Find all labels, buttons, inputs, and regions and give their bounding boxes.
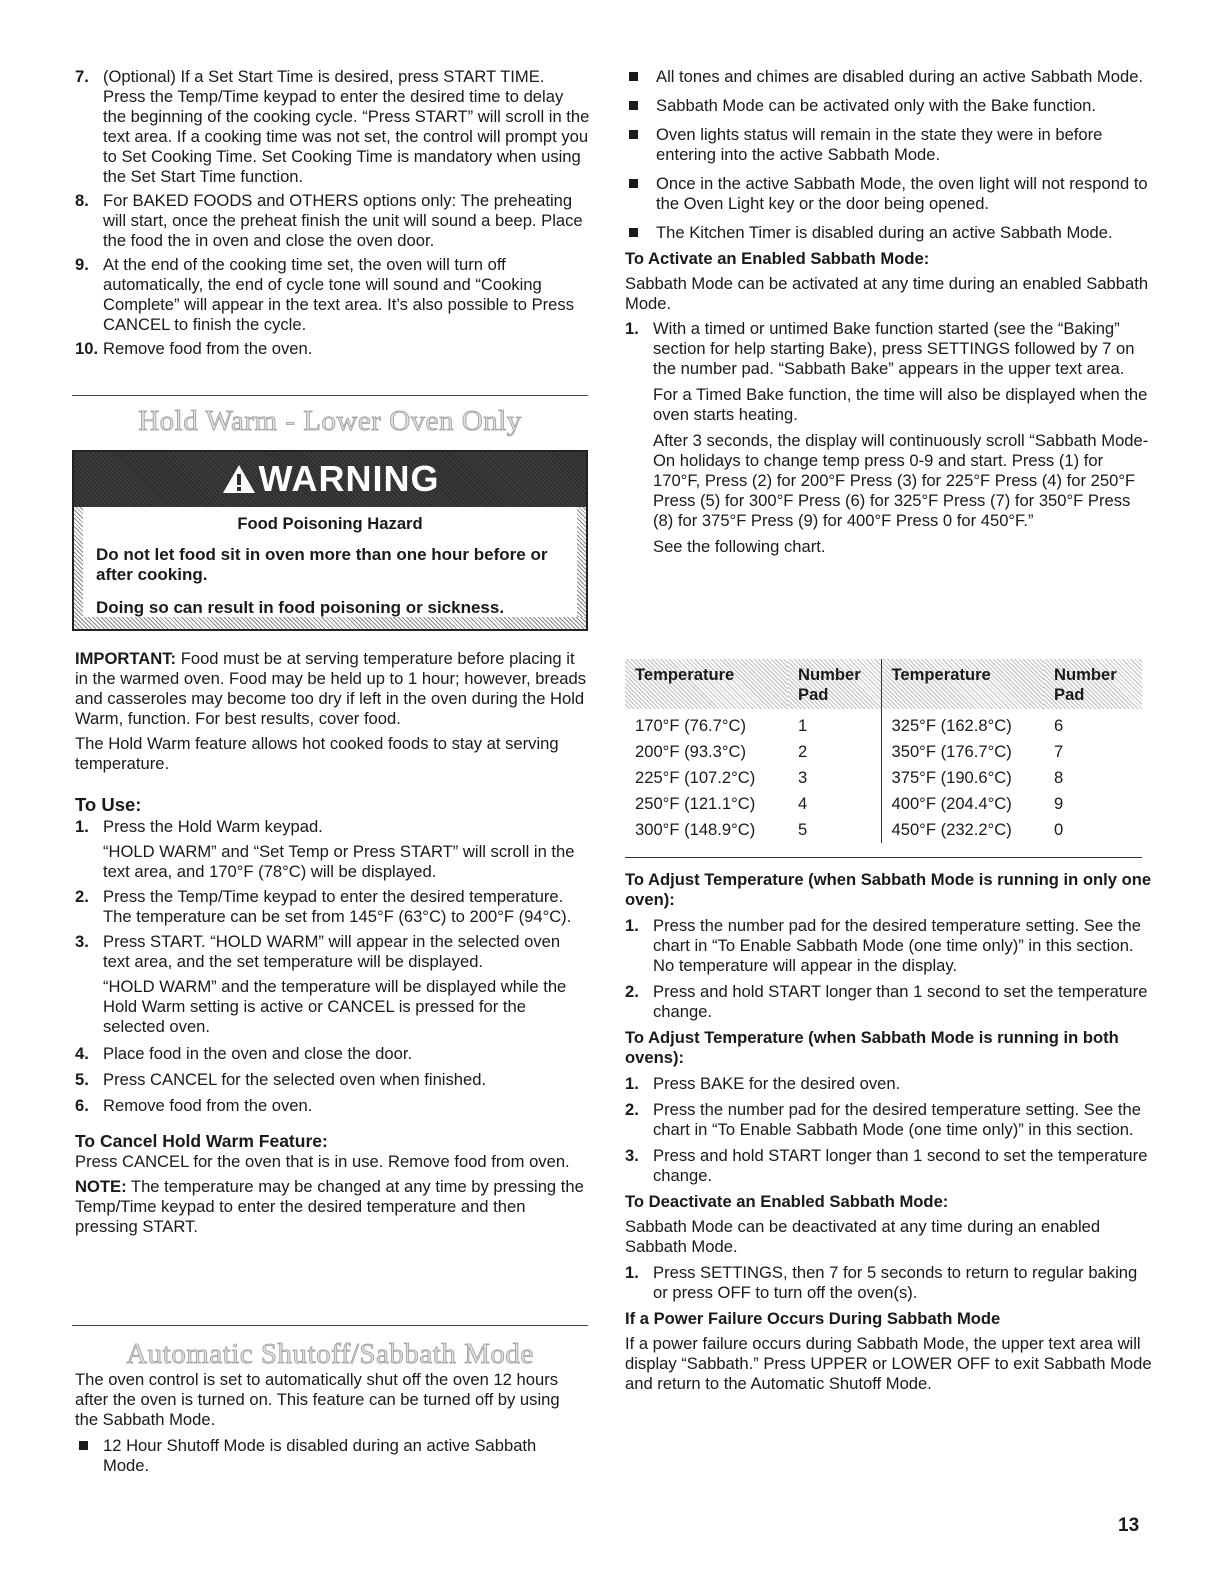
hold-warm-title: Hold Warm - Lower Oven Only xyxy=(138,405,522,437)
to-use-step-3: 3. Press START. “HOLD WARM” will appear in the selected oven text area, and the set temperature will be displayed. “HOLD WARM” and the temperature will be displayed while the Hold Warm setting is active or CANCEL is pressed for the selected oven. xyxy=(75,932,567,1036)
table-bottom-rule xyxy=(625,857,1142,858)
table-row xyxy=(625,791,1142,817)
shutoff-bullet: 12 Hour Shutoff Mode is disabled during an active Sabbath Mode. xyxy=(75,1436,580,1476)
table-row xyxy=(625,739,1142,765)
power-failure-text: If a power failure occurs during Sabbath Mode, the upper text area will display “Sabbath.” Press UPPER or LOWER OFF to exit Sabbath Mode and return to the Automatic Shutoff Mode. xyxy=(625,1334,1152,1393)
hold-warm-description: The Hold Warm feature allows hot cooked foods to stay at serving temperature. xyxy=(75,734,559,773)
table-cell: 4 xyxy=(798,794,808,813)
to-use-step-6: 6. Remove food from the oven. xyxy=(75,1096,313,1115)
to-use-heading: To Use: xyxy=(75,794,142,815)
left-steps-top xyxy=(75,67,590,359)
bullet-4: Once in the active Sabbath Mode, the oven light will not respond to the Oven Light key or the door being opened. xyxy=(625,174,1153,214)
table-cell: 8 xyxy=(1054,768,1064,787)
cancel-heading: To Cancel Hold Warm Feature: xyxy=(75,1131,328,1151)
step-8: 8. For BAKED FOODS and OTHERS options only: The preheating will start, once the preheat finish the unit will sound a beep. Place the food the in oven and close the oven door. xyxy=(75,191,583,250)
activate-step-1: 1. With a timed or untimed Bake function started (see the “Baking” section for help starting Bake), press SETTINGS followed by 7 on the number pad. “Sabbath Bake” appears in the upper text area. For a Timed Bake function, the time will also be displayed when the oven starts heating. After 3 seconds, the display will continuously scroll “Sabbath Mode- On holidays to change temp press 0-9 and start. Press (1) for 170°F, Press (2) for 200°F Press (3) for 225°F Press (4) for 250°F Press (5) for 300°F Press (6) for 325°F Press (7) for 350°F Press (8) for 375°F Press (9) for 400°F Press 0 for 450°F.” See the following chart. xyxy=(625,319,1149,556)
bullet-1: All tones and chimes are disabled during an active Sabbath Mode. xyxy=(625,67,1153,87)
step-10: 10. Remove food from the oven. xyxy=(75,339,313,358)
table-cell: 375°F (190.6°C) xyxy=(881,765,1044,791)
adjust-section xyxy=(625,870,1153,1394)
note-paragraph: NOTE: The temperature may be changed at any time by pressing the Temp/Time keypad to enter the desired temperature and then pressing START. xyxy=(75,1177,584,1236)
power-failure-heading: If a Power Failure Occurs During Sabbath Mode xyxy=(625,1309,1001,1328)
warning-header xyxy=(74,452,586,507)
deactivate-heading: To Deactivate an Enabled Sabbath Mode: xyxy=(625,1192,949,1211)
adjust-one-step-2: 2. Press and hold START longer than 1 second to set the temperature change. xyxy=(625,982,1148,1021)
important-paragraph: IMPORTANT: Food must be at serving temperature before placing it in the warmed oven. Food may be held up to 1 hour; however, breads and casseroles may become too dry if left in the oven during the Hold Warm, function. For best results, cover food. xyxy=(75,649,587,728)
table-cell: 300°F (148.9°C) xyxy=(635,820,756,839)
to-use-step-5: 5. Press CANCEL for the selected oven when finished. xyxy=(75,1070,487,1089)
table-cell: 350°F (176.7°C) xyxy=(881,739,1044,765)
adjust-both-step-1: 1. Press BAKE for the desired oven. xyxy=(625,1074,901,1093)
table-cell: 0 xyxy=(1054,820,1064,839)
column-header: Number Pad xyxy=(1044,659,1142,709)
activate-text: Sabbath Mode can be activated at any time during an enabled Sabbath Mode. xyxy=(625,274,1149,313)
table-cell: 225°F (107.2°C) xyxy=(635,768,756,787)
warning-title: WARNING xyxy=(74,458,586,500)
table-cell: 400°F (204.4°C) xyxy=(881,791,1044,817)
warning-triangle-icon xyxy=(221,463,257,495)
warning-line-1: Do not let food sit in oven more than one hour before or after cooking. xyxy=(96,545,548,584)
deactivate-text: Sabbath Mode can be deactivated at any time during an enabled Sabbath Mode. xyxy=(625,1217,1101,1256)
adjust-both-step-2: 2. Press the number pad for the desired temperature setting. See the chart in “To Enable Sabbath Mode (one time only)” in this section. xyxy=(625,1100,1141,1139)
divider xyxy=(72,395,588,396)
table-header-row xyxy=(625,659,1142,709)
table-cell: 2 xyxy=(798,742,808,761)
table-cell: 7 xyxy=(1054,742,1064,761)
table-cell: 3 xyxy=(798,768,808,787)
table-row xyxy=(625,709,1142,739)
column-header: Number Pad xyxy=(788,659,881,709)
table-cell: 1 xyxy=(798,716,808,735)
adjust-both-step-3: 3. Press and hold START longer than 1 second to set the temperature change. xyxy=(625,1146,1148,1185)
table-cell: 450°F (232.2°C) xyxy=(881,817,1044,843)
shutoff-section xyxy=(75,1370,580,1476)
activate-heading: To Activate an Enabled Sabbath Mode: xyxy=(625,249,930,268)
bullet-3: Oven lights status will remain in the state they were in before entering into the active Sabbath Mode. xyxy=(625,125,1153,165)
cancel-text: Press CANCEL for the oven that is in use. Remove food from oven. xyxy=(75,1152,570,1171)
warning-box xyxy=(72,450,588,631)
step-9: 9. At the end of the cooking time set, the oven will turn off automatically, the end of cycle tone will sound and “Cooking Complete” will appear in the text area. It’s also possible to Press CANCEL to finish the cycle. xyxy=(75,255,575,334)
warning-line-2: Doing so can result in food poisoning or sickness. xyxy=(96,598,505,617)
bullet-5: The Kitchen Timer is disabled during an active Sabbath Mode. xyxy=(625,223,1153,243)
adjust-one-heading: To Adjust Temperature (when Sabbath Mode is running in only one oven): xyxy=(625,870,1152,909)
column-header: Temperature xyxy=(881,659,1044,709)
column-header: Temperature xyxy=(625,659,788,709)
shutoff-text: The oven control is set to automatically shut off the oven 12 hours after the oven is turned on. This feature can be turned off by using the Sabbath Mode. xyxy=(75,1370,560,1429)
right-bullets xyxy=(625,67,1153,557)
shutoff-title: Automatic Shutoff/Sabbath Mode xyxy=(126,1338,534,1370)
table-cell: 5 xyxy=(798,820,808,839)
table-cell: 200°F (93.3°C) xyxy=(635,742,747,761)
to-use-step-1: 1. Press the Hold Warm keypad. “HOLD WARM” and “Set Temp or Press START” will scroll in the text area, and 170°F (78°C) will be displayed. xyxy=(75,817,575,881)
table-cell: 250°F (121.1°C) xyxy=(635,794,756,813)
table-row xyxy=(625,817,1142,843)
hold-warm-section xyxy=(75,649,590,1237)
adjust-both-heading: To Adjust Temperature (when Sabbath Mode is running in both ovens): xyxy=(625,1028,1119,1067)
table-cell: 325°F (162.8°C) xyxy=(881,709,1044,739)
deactivate-step-1: 1. Press SETTINGS, then 7 for 5 seconds to return to regular baking or press OFF to turn off the oven(s). xyxy=(625,1263,1138,1302)
sabbath-temperature-table xyxy=(625,659,1142,843)
divider xyxy=(72,1325,588,1326)
step-7: 7. (Optional) If a Set Start Time is desired, press START TIME. Press the Temp/Time keypad to enter the desired time to delay the beginning of the cooking cycle. “Press START” will scroll in the text area. If a cooking time was not set, the control will prompt you to Set Cooking Time. Set Cooking Time is mandatory when using the Set Start Time function. xyxy=(75,67,590,186)
warning-body xyxy=(74,507,586,629)
table-row xyxy=(625,765,1142,791)
to-use-step-2: 2. Press the Temp/Time keypad to enter the desired temperature. The temperature can be set from 145°F (63°C) to 200°F (94°C). xyxy=(75,887,572,926)
bullet-2: Sabbath Mode can be activated only with the Bake function. xyxy=(625,96,1153,116)
table-cell: 6 xyxy=(1054,716,1064,735)
table-cell: 9 xyxy=(1054,794,1064,813)
to-use-step-4: 4. Place food in the oven and close the door. xyxy=(75,1044,413,1063)
warning-hazard: Food Poisoning Hazard xyxy=(237,514,423,533)
page-number: 13 xyxy=(1118,1515,1140,1536)
adjust-one-step-1: 1. Press the number pad for the desired temperature setting. See the chart in “To Enable Sabbath Mode (one time only)” in this section. No temperature will appear in the display. xyxy=(625,916,1141,975)
table-cell: 170°F (76.7°C) xyxy=(635,716,747,735)
